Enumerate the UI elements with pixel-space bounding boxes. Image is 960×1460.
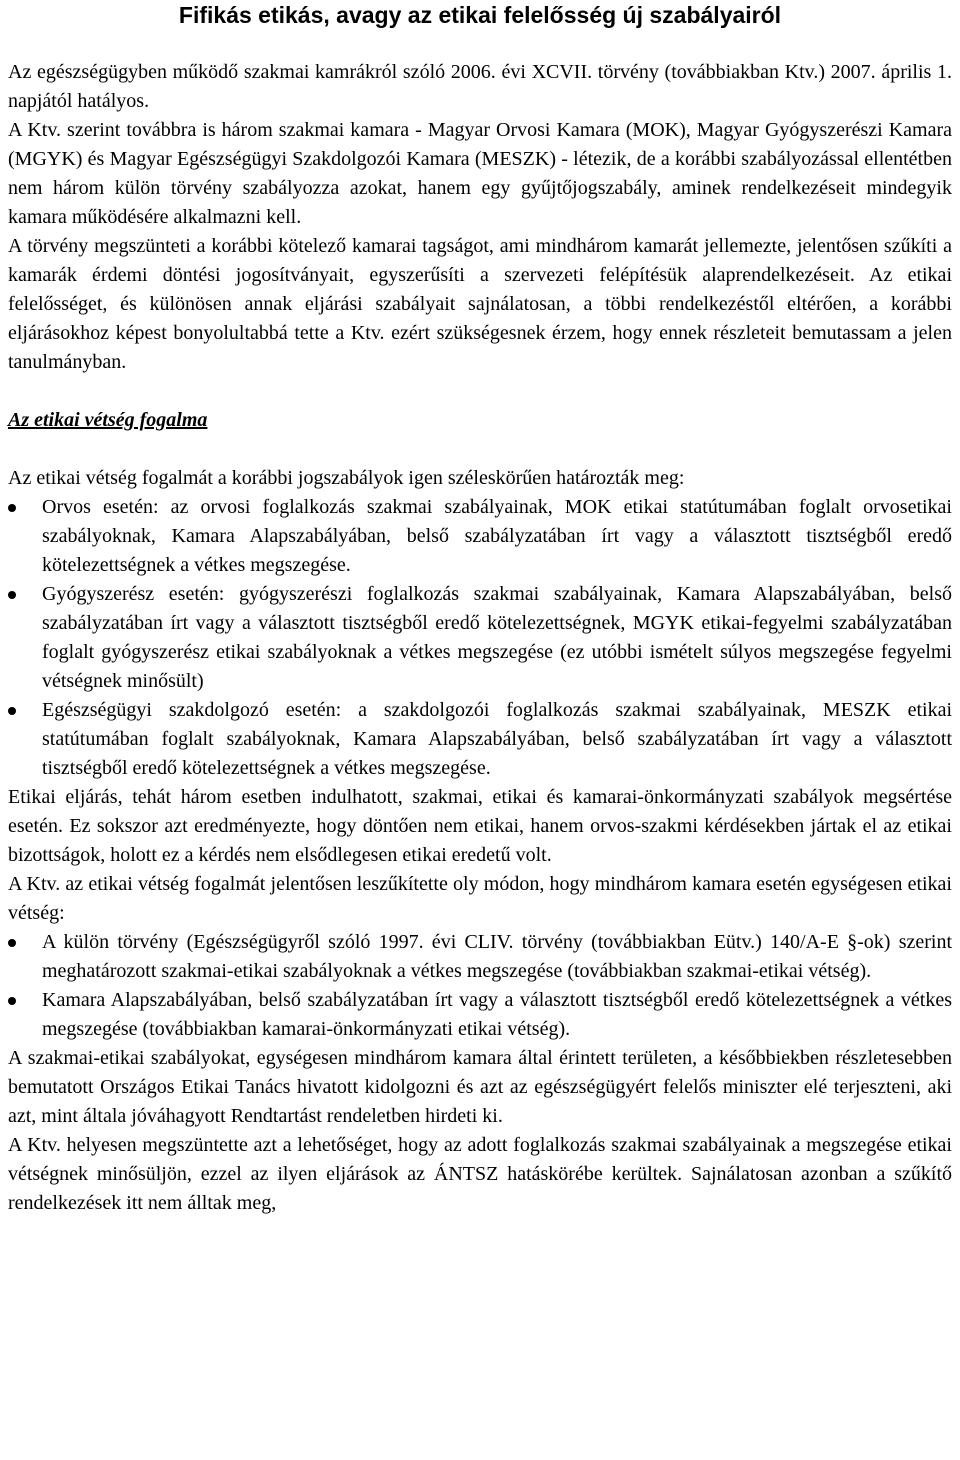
paragraph: A Ktv. szerint továbbra is három szakmai kamara - Magyar Orvosi Kamara (MOK), Magyar Gyógyszerészi Kamara (MGYK) és Magyar Egészségügyi Szakdolgozói Kamara (MESZK) - létezik, de a korábbi szabályozással ellentétben nem három külön törvény szabályozza azokat, hanem egy gyűjtőjogszabály, aminek rendelkezéseit mindegyik kamara működésére alkalmazni kell.	[8, 119, 952, 228]
paragraph: A szakmai-etikai szabályokat, egységesen mindhárom kamara által érintett területen, a későbbiekben részletesebben bemutatott Országos Etikai Tanács hivatott kidolgozni és azt az egészségügyért felelős miniszter elé terjeszteni, aki azt, mint általa jóváhagyott Rendtartást rendeletben hirdeti ki.	[8, 1047, 952, 1127]
list-item-text: Kamara Alapszabályában, belső szabályzatában írt vagy a választott tisztségből eredő kötelezettségnek a vétkes megszegése (továbbiakban kamarai-önkormányzati etikai vétség).	[42, 989, 952, 1040]
list-item-text: Gyógyszerész esetén: gyógyszerészi foglalkozás szakmai szabályainak, Kamara Alapszabályában, belső szabályzatában írt vagy a választott tisztségből eredő kötelezettségnek, MGYK etikai-fegyelmi szabályzatában foglalt gyógyszerész etikai szabályoknak a vétkes megszegése (ez utóbbi ismételt súlyos megszegése fegyelmi vétségnek minősült)	[42, 583, 952, 692]
list-item	[8, 986, 952, 1044]
bullet-icon	[8, 591, 16, 599]
bullet-list-definitions	[8, 493, 952, 783]
bullet-icon	[8, 504, 16, 512]
paragraph: A Ktv. helyesen megszüntette azt a lehetőséget, hogy az adott foglalkozás szakmai szabályainak a megszegése etikai vétségnek minősüljön, ezzel az ilyen eljárások az ÁNTSZ hatáskörébe kerültek. Sajnálatosan azonban a szűkítő rendelkezések itt nem álltak meg,	[8, 1134, 952, 1214]
paragraph: A törvény megszünteti a korábbi kötelező kamarai tagságot, ami mindhárom kamarát jellemezte, jelentősen szűkíti a kamarák érdemi döntési jogosítványait, egyszerűsíti a szervezeti felépítésük alaprendelkezéseit. Az etikai felelősséget, és különösen annak eljárási szabályait sajnálatosan, a többi rendelkezéstől eltérően, a korábbi eljárásokhoz képest bonyolultabbá tette a Ktv. ezért szükségesnek érzem, hogy ennek részleteit bemutassam a jelen tanulmányban.	[8, 235, 952, 373]
document-title: Fifikás etikás, avagy az etikai felelősség új szabályairól	[178, 2, 782, 28]
paragraph: Az egészségügyben működő szakmai kamrákról szóló 2006. évi XCVII. törvény (továbbiakban Ktv.) 2007. április 1. napjától hatályos.	[8, 61, 952, 112]
bullet-list-new-definitions	[8, 928, 952, 1044]
list-item-text: Egészségügyi szakdolgozó esetén: a szakdolgozói foglalkozás szakmai szabályainak, MESZK etikai statútumában foglalt szabályoknak, Kamara Alapszabályában, belső szabályzatában írt vagy a választott tisztségből eredő kötelezettségnek a vétkes megszegése.	[42, 699, 952, 779]
section-heading: Az etikai vétség fogalma	[8, 409, 208, 431]
list-item	[8, 580, 952, 696]
list-item	[8, 696, 952, 783]
list-item-text: Orvos esetén: az orvosi foglalkozás szakmai szabályainak, MOK etikai statútumában foglalt orvosetikai szabályoknak, Kamara Alapszabályában, belső szabályzatában írt vagy a választott tisztségből eredő kötelezettségnek a vétkes megszegése.	[42, 496, 952, 576]
list-item	[8, 928, 952, 986]
list-item	[8, 493, 952, 580]
spacer	[8, 377, 952, 406]
paragraph: A Ktv. az etikai vétség fogalmát jelentősen leszűkítette oly módon, hogy mindhárom kamara esetén egységesen etikai vétség:	[8, 873, 952, 924]
spacer	[8, 435, 952, 464]
paragraph: Etikai eljárás, tehát három esetben indulhatott, szakmai, etikai és kamarai-önkormányzati szabályok megsértése esetén. Ez sokszor azt eredményezte, hogy döntően nem etikai, hanem orvos-szakmi kérdésekben jártak el az etikai bizottságok, holott ez a kérdés nem elsődlegesen etikai eredetű volt.	[8, 786, 952, 866]
list-item-text: A külön törvény (Egészségügyről szóló 1997. évi CLIV. törvény (továbbiakban Eütv.) 140/A-E §-ok) szerint meghatározott szakmai-etikai szabályoknak a vétkes megszegése (továbbiakban szakmai-etikai vétség).	[42, 931, 952, 982]
bullet-icon	[8, 707, 16, 715]
section-intro: Az etikai vétség fogalmát a korábbi jogszabályok igen széleskörűen határozták meg:	[8, 467, 685, 489]
spacer	[8, 29, 952, 58]
bullet-icon	[8, 997, 16, 1005]
bullet-icon	[8, 939, 16, 947]
